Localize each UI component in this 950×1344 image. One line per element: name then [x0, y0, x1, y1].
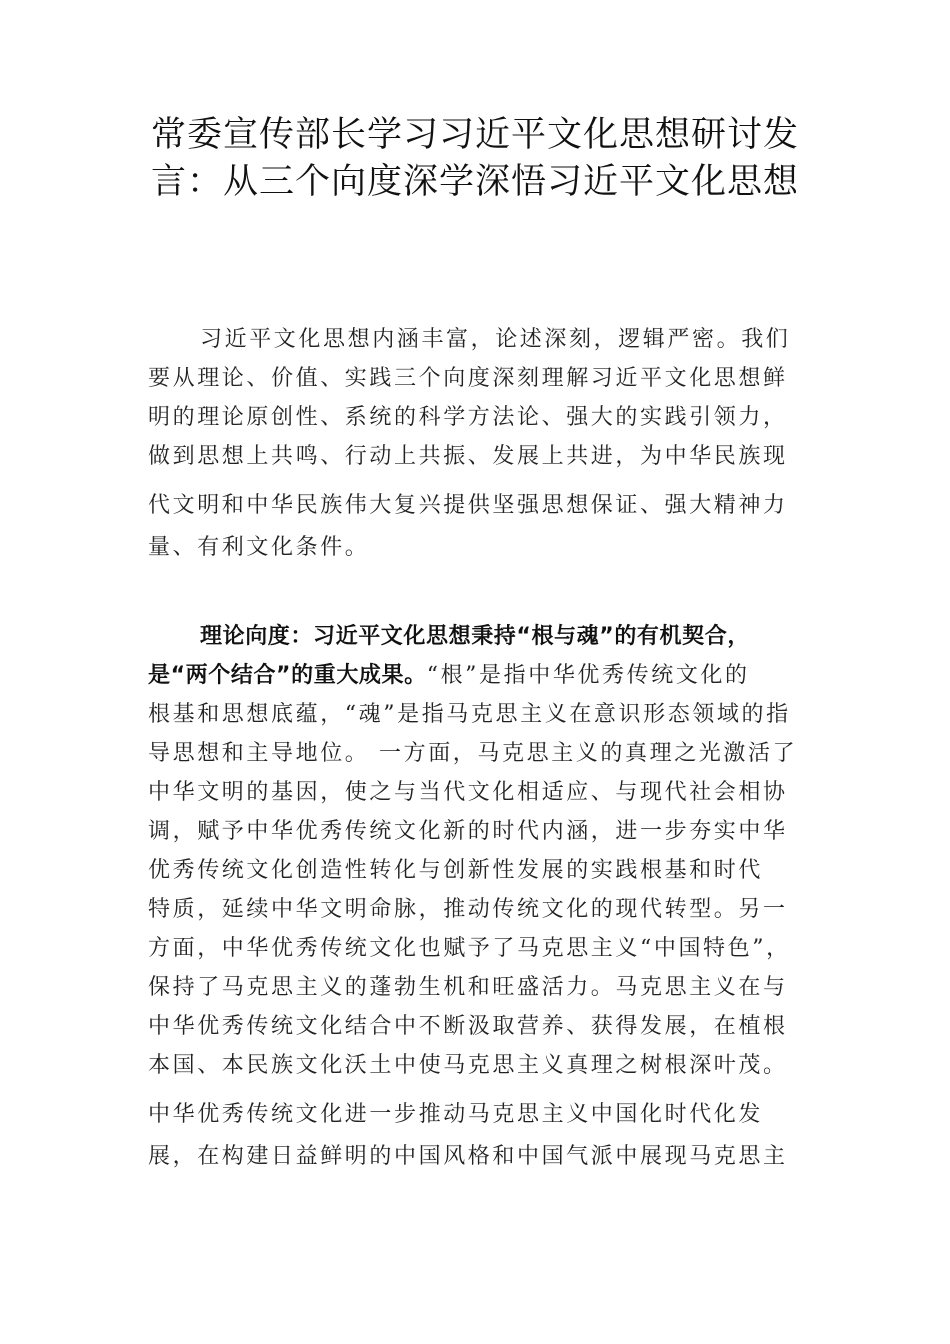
paragraph-line: [148, 656, 808, 695]
document-title: [140, 112, 810, 206]
intro-paragraph: [148, 320, 808, 567]
paragraph-line: 调，赋予中华优秀传统文化新的时代内涵，进一步夯实中华: [148, 819, 788, 844]
paragraph-line: 中华优秀传统文化进一步推动马克思主义中国化时代化发: [148, 1102, 764, 1127]
paragraph-line: 中华优秀传统文化结合中不断汲取营养、获得发展，在植根: [148, 1014, 788, 1039]
title-line-2: 言：从三个向度深学深悟习近平文化思想: [150, 162, 799, 202]
paragraph-line: 保持了马克思主义的蓬勃生机和旺盛活力。马克思主义在与: [148, 975, 788, 1000]
theory-paragraph: [148, 617, 808, 1176]
paragraph-line: 本国、本民族文化沃土中使马克思主义真理之树根深叶茂。: [148, 1053, 788, 1078]
paragraph-line: 特质，延续中华文明命脉，推动传统文化的现代转型。另一: [148, 897, 788, 922]
paragraph-line: 展，在构建日益鲜明的中国风格和中国气派中展现马克思主: [148, 1144, 788, 1169]
paragraph-line: 做到思想上共鸣、行动上共振、发展上共进，为中华民族现: [148, 444, 788, 469]
paragraph-line: 习近平文化思想内涵丰富，论述深刻，逻辑严密。我们: [200, 327, 791, 352]
paragraph-line: 量、有利文化条件。: [148, 535, 370, 560]
section-heading: 理论向度：习近平文化思想秉持“根与魂”的有机契合，: [200, 624, 750, 649]
paragraph-line: 根基和思想底蕴，“魂”是指马克思主义在意识形态领域的指: [148, 702, 791, 727]
paragraph-line: 导思想和主导地位。 一方面，马克思主义的真理之光激活了: [148, 741, 798, 766]
paragraph-line: 代文明和中华民族伟大复兴提供坚强思想保证、强大精神力: [148, 493, 788, 518]
paragraph-line: 中华文明的基因，使之与当代文化相适应、与现代社会相协: [148, 780, 788, 805]
section-heading-continued: 是“两个结合”的重大成果。: [148, 663, 427, 688]
title-line-1: 常委宣传部长学习习近平文化思想研讨发: [150, 115, 799, 155]
paragraph-line: 优秀传统文化创造性转化与创新性发展的实践根基和时代: [148, 858, 764, 883]
paragraph-line: 明的理论原创性、系统的科学方法论、强大的实践引领力，: [148, 405, 788, 430]
paragraph-line: 要从理论、价值、实践三个向度深刻理解习近平文化思想鲜: [148, 366, 788, 391]
paragraph-line: 方面，中华优秀传统文化也赋予了马克思主义“中国特色”，: [148, 936, 791, 961]
paragraph-text: “根”是指中华优秀传统文化的: [426, 663, 750, 688]
